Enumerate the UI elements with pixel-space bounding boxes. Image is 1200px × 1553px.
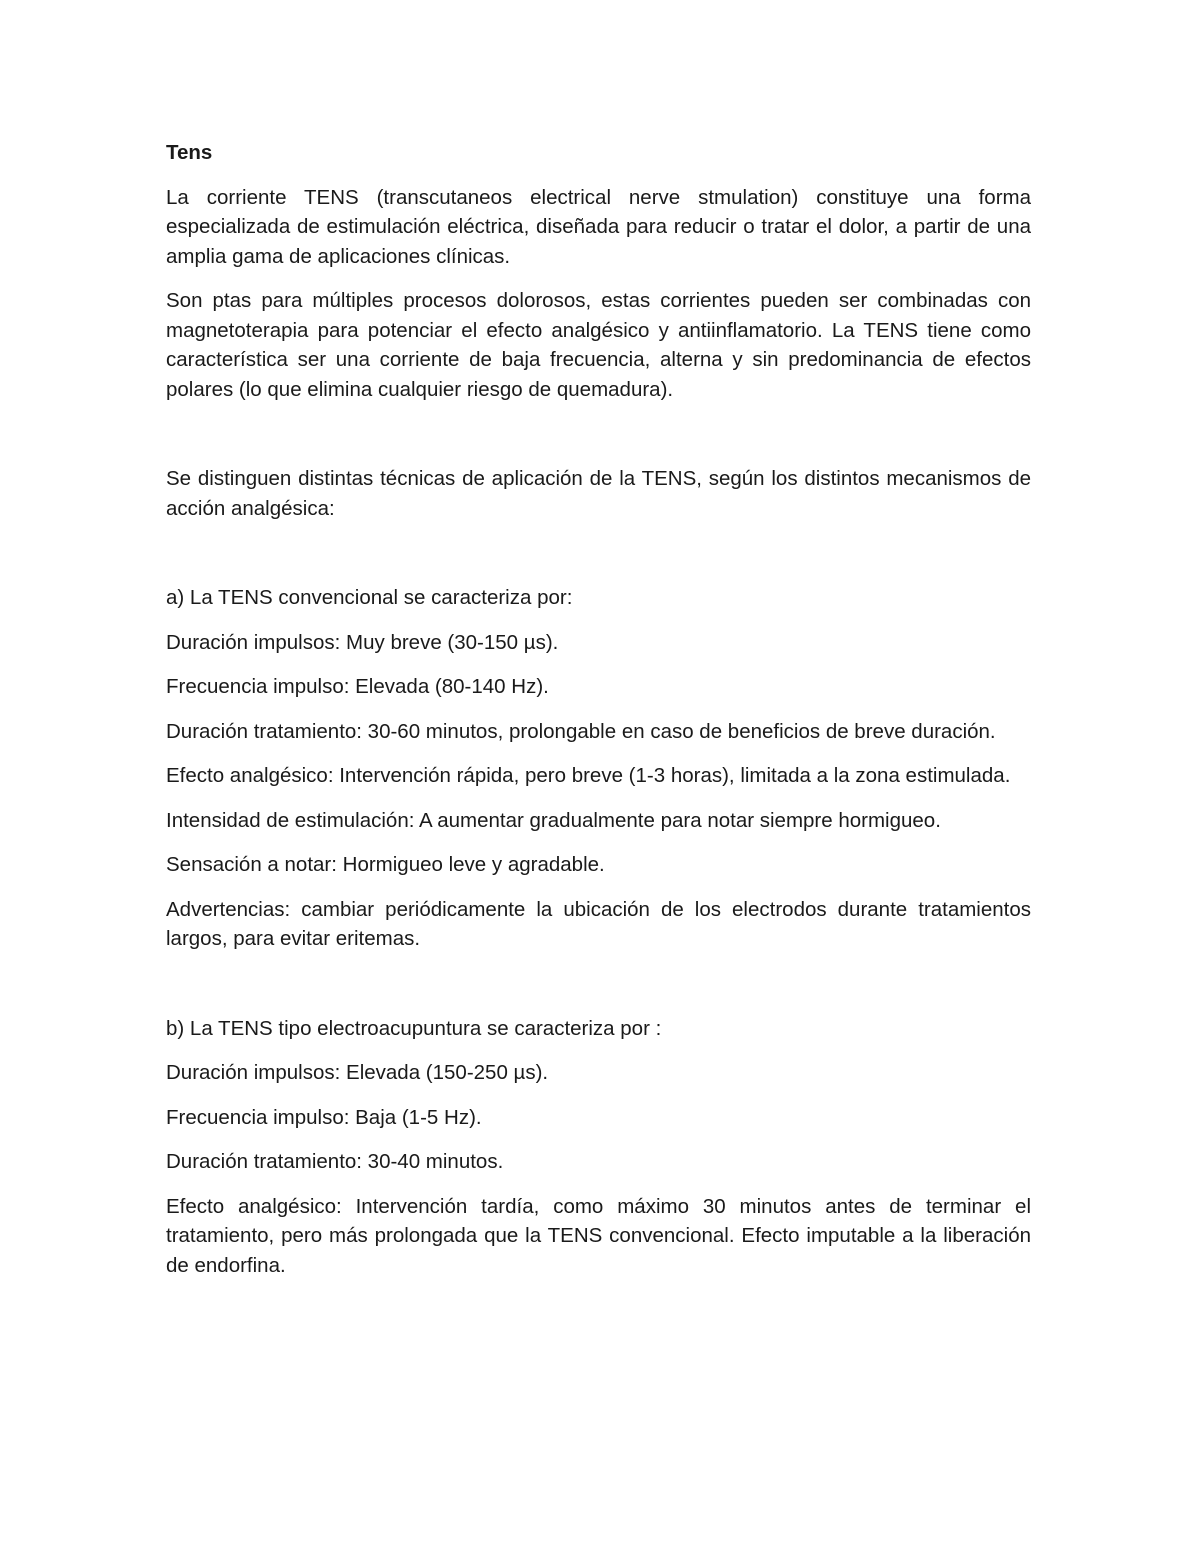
document-title: Tens xyxy=(166,141,213,164)
section-a-item: Intensidad de estimulación: A aumentar gradualmente para notar siempre hormigueo. xyxy=(166,808,941,832)
spacer xyxy=(166,419,1031,464)
section-b-heading: b) La TENS tipo electroacupuntura se caracteriza por : xyxy=(166,1016,662,1040)
section-b-item: Efecto analgésico: Intervención tardía, como máximo 30 minutos antes de terminar el tratamiento, pero más prolongada que la TENS convencional. Efecto imputable a la liberación de endorfina. xyxy=(166,1194,1031,1277)
section-b-item: Duración tratamiento: 30-40 minutos. xyxy=(166,1150,504,1173)
intro-paragraph: La corriente TENS (transcutaneos electrical nerve stmulation) constituye una forma especializada de estimulación eléctrica, diseñada para reducir o tratar el dolor, a partir de una amplia gama de aplicaciones clínicas. xyxy=(166,185,1031,268)
spacer xyxy=(166,538,1031,583)
document-page xyxy=(166,138,1031,1295)
section-b-item: Duración impulsos: Elevada (150-250 µs). xyxy=(166,1061,549,1084)
section-a-item: Sensación a notar: Hormigueo leve y agradable. xyxy=(166,853,605,876)
section-a-item: Efecto analgésico: Intervención rápida, pero breve (1-3 horas), limitada a la zona estimulada. xyxy=(166,764,1011,787)
section-a-heading: a) La TENS convencional se caracteriza por: xyxy=(166,586,573,609)
techniques-intro: Se distinguen distintas técnicas de aplicación de la TENS, según los distintos mecanismos de acción analgésica: xyxy=(166,467,1031,520)
section-a-item: Duración impulsos: Muy breve (30-150 µs). xyxy=(166,630,559,654)
spacer xyxy=(166,969,1031,1014)
section-a-item: Frecuencia impulso: Elevada (80-140 Hz). xyxy=(166,675,549,698)
section-b-item: Frecuencia impulso: Baja (1-5 Hz). xyxy=(166,1105,482,1129)
intro-paragraph: Son ptas para múltiples procesos dolorosos, estas corrientes pueden ser combinadas con magnetoterapia para potenciar el efecto analgésico y antiinflamatorio. La TENS tiene como característica ser una corriente de baja frecuencia, alterna y sin predominancia de efectos polares (lo que elimina cualquier riesgo de quemadura). xyxy=(166,289,1031,401)
section-a-item: Advertencias: cambiar periódicamente la ubicación de los electrodos durante tratamientos largos, para evitar eritemas. xyxy=(166,897,1031,950)
section-a-item: Duración tratamiento: 30-60 minutos, prolongable en caso de beneficios de breve duración. xyxy=(166,719,996,743)
